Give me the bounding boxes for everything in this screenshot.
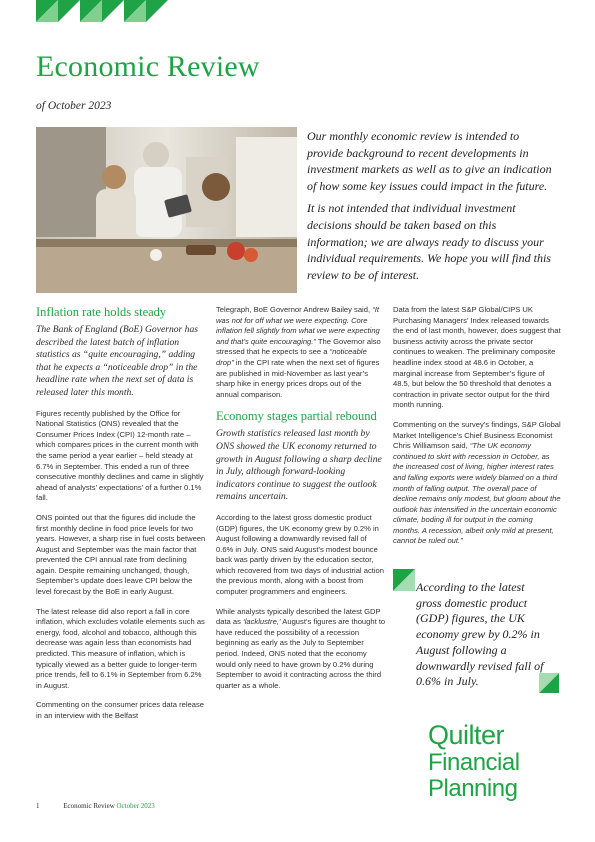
body-paragraph: Commenting on the consumer prices data release in an interview with the Belfast: [36, 700, 204, 720]
footer-title: Economic Review: [63, 802, 115, 810]
text-run: The Governor also stressed that he expects to see a: [216, 336, 381, 357]
section-lead: Growth statistics released last month by ONS showed the UK economy returned to growth in August following a sharp decline in July, although forward-looking indicators continue to suggest the outlook remains uncertain.: [216, 428, 382, 503]
intro-text: [307, 128, 557, 289]
header-triangle-pattern: [36, 0, 186, 22]
page-footer: [36, 802, 155, 810]
text-run: August’s figures are thought to have reduced the possibility of a recession beginning as early as the July to September period. Indeed, ONS noted that the economy would only need to have grown by 0.2% during September to avoid it contracting across the third quarter as a whole.: [216, 617, 386, 690]
column-inflation: [36, 305, 206, 731]
text-run: in the CPI rate when the next set of figures are published in mid-November as last year’s sharp hike in energy prices drops out of the annual comparison.: [216, 357, 380, 399]
section-heading-inflation: Inflation rate holds steady: [36, 305, 167, 319]
page-title: Economic Review: [36, 50, 260, 83]
quote-triangle-icon: [393, 569, 415, 596]
intro-paragraph: It is not intended that individual investment decisions should be taken based on this information; we are always ready to discuss your individual requirements. We hope you will find this review to be of interest.: [307, 201, 551, 282]
logo-line: Planning: [428, 775, 518, 802]
body-paragraph: Figures recently published by the Office for National Statistics (ONS) revealed that the Consumer Prices Index (CPI) 12-month rate – which compares prices in the current month with the same period a year earlier – held steady at 6.7% in September. This ended a run of three consecutive monthly declines and came in slightly ahead of analysts’ expectations’ of a further 0.1% fall.: [36, 408, 204, 503]
body-paragraph: ONS pointed out that the figures did include the first monthly decline in food price levels for two years. However, a sharp rise in fuel costs between August and September was the main factor that prevented the CPI annual rate from declining again. Despite remaining unchanged, though, September’s update does leave CPI below the level forecast by the BoE in early August.: [36, 512, 206, 597]
logo-line: Financial: [428, 749, 520, 776]
quilter-logo: [428, 720, 520, 802]
quote-run: ‘lacklustre,’: [243, 617, 281, 627]
section-heading-economy: Economy stages partial rebound: [216, 409, 377, 424]
page-number: 1: [36, 802, 40, 810]
quote-triangle-icon: [539, 673, 559, 698]
logo-line: Quilter: [428, 720, 505, 750]
body-paragraph: [393, 420, 561, 547]
text-run: Commenting on the survey’s findings, S&P Global Market Intelligence’s Chief Business Economist Chris Williamson said,: [393, 419, 561, 451]
text-run: While analysts typically described the latest GDP data as: [216, 606, 381, 627]
quote-run: “The UK economy continued to skirt with recession in October, as the increased cost of living, higher interest rates and falling exports were widely blamed on a third month of falling output. The overall pace of decline remains only modest, but gloom about the outlook has intensified in the uncertain economic climate, boding ill for output in the coming months. A recession, albeit only mild at present, cannot be ruled out.”: [393, 441, 561, 546]
column-pmi: [393, 305, 561, 556]
text-run: Telegraph, BoE Governor Andrew Bailey said,: [216, 305, 373, 314]
hero-photo: [36, 127, 297, 293]
body-paragraph: [216, 607, 386, 692]
intro-paragraph: Our monthly economic review is intended to provide background to recent developments in investment markets as well as to give an indication of how some key issues could impact in the future.: [307, 129, 552, 193]
column-economy: [216, 305, 386, 700]
pull-quote: According to the latest gross domestic product (GDP) figures, the UK economy grew by 0.2% in August following a downwardly revised fall of 0.6% in July.: [416, 580, 544, 689]
quote-run: “It was not for off what we were expecting. Core inflation fell slightly from what we were expecting and that’s quite encouraging.”: [216, 305, 380, 346]
body-paragraph: Data from the latest S&P Global/CIPS UK Purchasing Managers’ Index released towards the end of last month, however, does suggest that business activity across the private sector continues to weaken. The preliminary composite headline index stood at 48.6 in October, a marginal increase from September’s figure of 48.5, but below the 50 threshold that denotes a contraction in private sector output for the third month running.: [393, 305, 561, 410]
section-lead: The Bank of England (BoE) Governor has described the latest batch of inflation statistics as “quite encouraging,” adding that he expects a “noticeable drop” in the headline rate when the next set of data is released later this month.: [36, 324, 199, 398]
body-paragraph: According to the latest gross domestic product (GDP) figures, the UK economy grew by 0.2% in August following a downwardly revised fall of 0.6% in July. ONS said August’s modest bounce back was partly driven by the education sector, which recovered from two days of industrial action the previous month, along with a boost from computer programmers and engineers.: [216, 512, 384, 597]
quote-run: “noticeable drop”: [216, 347, 367, 367]
body-paragraph: The latest release did also report a fall in core inflation, which excludes volatile elements such as energy, food, alcohol and tobacco, although this decrease was again less than economists had predicted. This measure of inflation, which is typically viewed as a better guide to longer-term price trends, fell to 6.1% in September from 6.2% in August.: [36, 606, 205, 690]
footer-date: October 2023: [116, 802, 155, 810]
issue-date: of October 2023: [36, 100, 112, 112]
body-paragraph: [216, 305, 386, 400]
